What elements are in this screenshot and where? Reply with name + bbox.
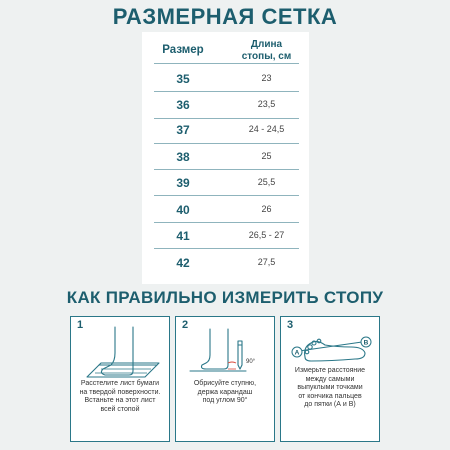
row-length: 27,5 bbox=[257, 257, 276, 267]
divider bbox=[154, 63, 299, 64]
step-3-line: между самыми bbox=[305, 375, 355, 383]
header-length-line2: стопы, см bbox=[241, 51, 292, 62]
instructions-title: КАК ПРАВИЛЬНО ИЗМЕРИТЬ СТОПУ bbox=[66, 288, 384, 307]
step-1-card bbox=[70, 316, 170, 442]
header-length bbox=[224, 39, 309, 63]
step-1-line: всей стопой bbox=[100, 405, 140, 413]
divider bbox=[154, 195, 299, 196]
divider bbox=[154, 248, 299, 249]
row-size: 39 bbox=[176, 176, 190, 190]
row-size: 36 bbox=[176, 98, 190, 112]
step-1-line: на твердой поверхности. bbox=[79, 388, 161, 396]
row-length: 23,5 bbox=[257, 99, 276, 109]
row-length: 25,5 bbox=[257, 177, 276, 187]
step-number: 3 bbox=[287, 319, 294, 331]
header-length-line1: Длина bbox=[250, 39, 283, 50]
divider bbox=[154, 222, 299, 223]
step-2-text bbox=[180, 380, 270, 406]
step-1-text bbox=[75, 380, 165, 414]
foot-on-paper-icon bbox=[71, 317, 169, 441]
row-size: 35 bbox=[176, 72, 190, 86]
step-3-card bbox=[280, 316, 380, 442]
step-3-line: до пятки (А и В) bbox=[304, 401, 356, 409]
row-size: 38 bbox=[176, 150, 190, 164]
divider bbox=[154, 169, 299, 170]
step-3-line: от кончика пальцев bbox=[298, 392, 362, 400]
step-2-line: держа карандаш bbox=[197, 388, 253, 396]
row-size: 42 bbox=[176, 256, 190, 270]
page-title: РАЗМЕРНАЯ СЕТКА bbox=[112, 4, 338, 29]
row-size: 40 bbox=[176, 203, 190, 217]
foot-outline-pencil-icon bbox=[176, 317, 274, 441]
angle-label: 90° bbox=[246, 359, 256, 365]
row-length: 24 - 24,5 bbox=[248, 124, 285, 134]
step-2-line: Обрисуйте ступню, bbox=[193, 380, 257, 387]
step-2-line: под углом 90° bbox=[202, 397, 248, 405]
step-3-line: Измерьте расстояние bbox=[294, 367, 366, 374]
step-3-line: выпуклыми точками bbox=[297, 384, 363, 392]
point-a-label: A bbox=[294, 349, 300, 357]
header-size: Размер bbox=[162, 44, 204, 56]
row-length: 25 bbox=[261, 151, 272, 161]
divider bbox=[154, 91, 299, 92]
step-1-line: Расстелите лист бумаги bbox=[80, 380, 160, 387]
divider bbox=[154, 143, 299, 144]
step-number: 1 bbox=[77, 319, 84, 331]
row-length: 26,5 - 27 bbox=[248, 230, 285, 240]
step-3-text bbox=[285, 367, 375, 410]
row-length: 23 bbox=[261, 73, 272, 83]
step-1-line: Встаньте на этот лист bbox=[84, 397, 156, 405]
step-2-card bbox=[175, 316, 275, 442]
point-b-label: B bbox=[363, 339, 369, 347]
divider bbox=[154, 118, 299, 119]
row-size: 37 bbox=[176, 123, 190, 137]
size-table bbox=[142, 32, 309, 284]
row-length: 26 bbox=[261, 204, 272, 214]
row-size: 41 bbox=[176, 229, 190, 243]
step-number: 2 bbox=[182, 319, 189, 331]
